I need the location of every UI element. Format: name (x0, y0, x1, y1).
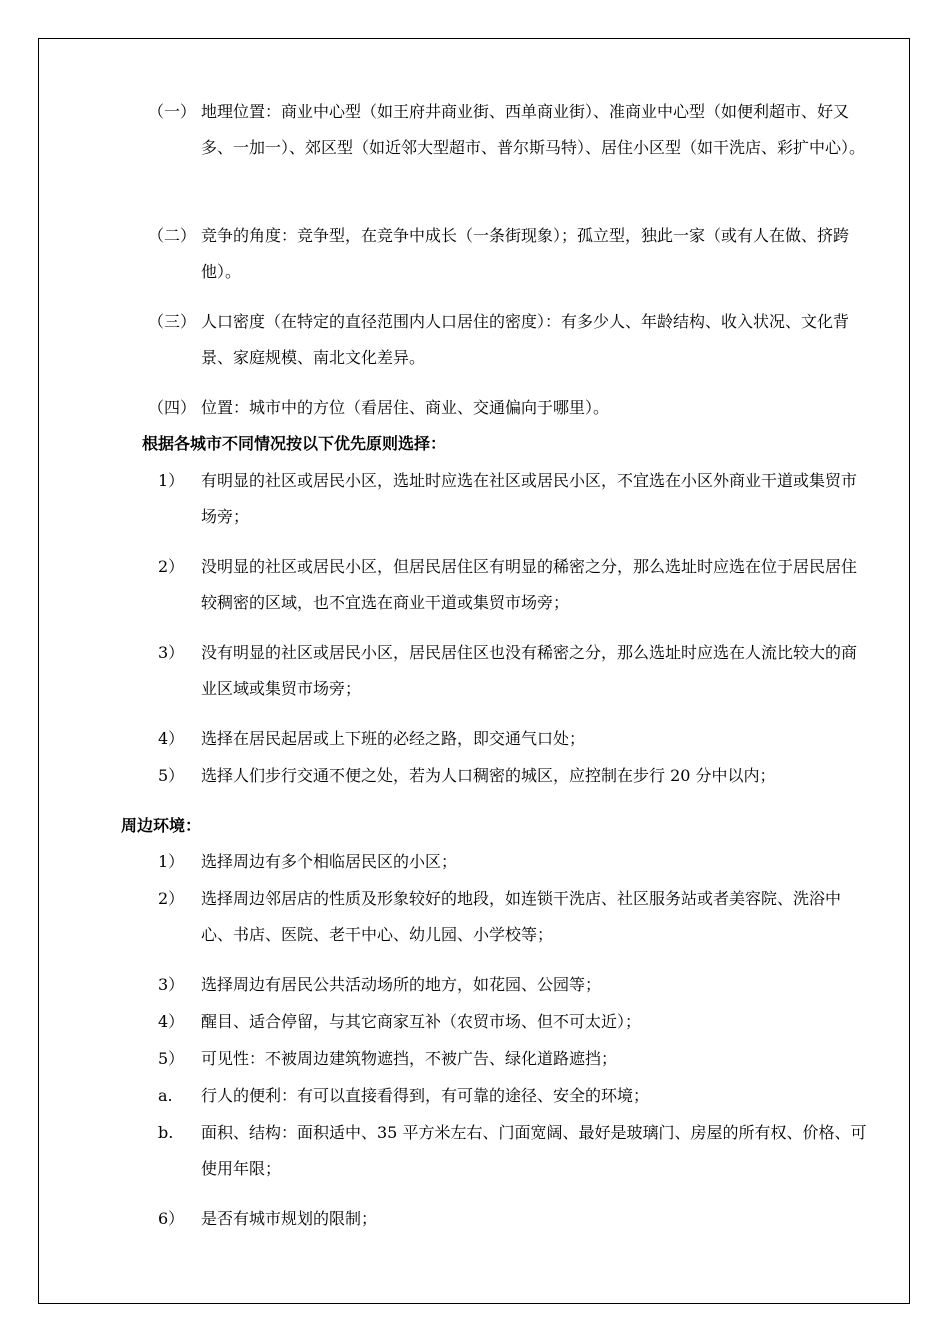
list-marker: 1） (158, 852, 185, 871)
list-item (0, 758, 950, 794)
list-item-text: 行人的便利：有可以直接看得到，有可靠的途径、安全的环境； (201, 1086, 650, 1105)
list-item (0, 390, 950, 426)
list-item-text: 没明显的社区或居民小区，但居民居住区有明显的稀密之分，那么选址时应选在位于居民居住较稠密的区域，也不宜选在商业干道或集贸市场旁； (201, 557, 858, 612)
list-item-text: 人口密度（在特定的直径范围内人口居住的密度）：有多少人、年龄结构、收入状况、文化背景、家庭规模、南北文化差异。 (201, 312, 850, 367)
list-marker: 6） (158, 1209, 185, 1228)
list-marker: b. (158, 1123, 174, 1142)
list-item (0, 1115, 950, 1187)
list-marker: （三） (148, 312, 197, 331)
list-item-text: 选择周边有多个相临居民区的小区； (201, 852, 458, 871)
list-item (0, 218, 950, 290)
section-heading: 根据各城市不同情况按以下优先原则选择： (142, 434, 447, 453)
list-marker: 3） (158, 643, 185, 662)
list-marker: 1） (158, 471, 185, 490)
list-item-text: 没有明显的社区或居民小区，居民居住区也没有稀密之分，那么选址时应选在人流比较大的商业区域或集贸市场旁； (201, 643, 858, 698)
list-item-text: 醒目、适合停留，与其它商家互补（农贸市场、但不可太近）； (201, 1012, 642, 1031)
list-item-text: 选择周边有居民公共活动场所的地方，如花园、公园等； (201, 975, 602, 994)
section-heading: 周边环境： (121, 816, 202, 835)
list-marker: 3） (158, 975, 185, 994)
list-item-text: 选择周边邻居店的性质及形象较好的地段，如连锁干洗店、社区服务站或者美容院、洗浴中心、书店、医院、老干中心、幼儿园、小学校等； (201, 889, 842, 944)
list-item-text: 有明显的社区或居民小区，选址时应选在社区或居民小区，不宜选在小区外商业干道或集贸市场旁； (201, 471, 858, 526)
list-item (0, 463, 950, 535)
list-marker: （四） (148, 398, 197, 417)
list-item (0, 1041, 950, 1077)
list-item (0, 967, 950, 1003)
list-item-text: 竞争的角度：竞争型，在竞争中成长（一条街现象）；孤立型，独此一家（或有人在做、挤跨他）。 (201, 226, 850, 281)
list-item-text: 面积、结构：面积适中、35 平方米左右、门面宽阔、最好是玻璃门、房屋的所有权、价格、可使用年限； (201, 1123, 867, 1178)
list-marker: 2） (158, 557, 185, 576)
list-marker: 2） (158, 889, 185, 908)
list-item (0, 549, 950, 621)
list-marker: 4） (158, 729, 185, 748)
list-item-text: 地理位置：商业中心型（如王府井商业街、西单商业街）、准商业中心型（如便利超市、好又多、一加一）、郊区型（如近邻大型超市、普尔斯马特）、居住小区型（如干洗店、彩扩中心）。 (201, 102, 866, 157)
list-item-text: 选择在居民起居或上下班的必经之路，即交通气口处； (201, 729, 586, 748)
list-item (0, 1078, 950, 1114)
list-item (0, 304, 950, 376)
list-item-text: 是否有城市规划的限制； (201, 1209, 378, 1228)
list-item-text: 选择人们步行交通不便之处，若为人口稠密的城区，应控制在步行 20 分中以内； (201, 766, 776, 785)
list-marker: （一） (148, 102, 197, 121)
list-item (0, 1004, 950, 1040)
list-item (0, 94, 950, 202)
list-item (0, 881, 950, 953)
list-item-text: 可见性：不被周边建筑物遮挡，不被广告、绿化道路遮挡； (201, 1049, 618, 1068)
list-item (0, 635, 950, 707)
list-marker: 4） (158, 1012, 185, 1031)
list-item (0, 1201, 950, 1237)
list-item (0, 721, 950, 757)
list-item-text: 位置：城市中的方位（看居住、商业、交通偏向于哪里）。 (201, 398, 610, 417)
list-item (0, 844, 950, 880)
list-marker: 5） (158, 766, 185, 785)
list-marker: a. (158, 1086, 173, 1105)
list-marker: （二） (148, 226, 197, 245)
list-marker: 5） (158, 1049, 185, 1068)
